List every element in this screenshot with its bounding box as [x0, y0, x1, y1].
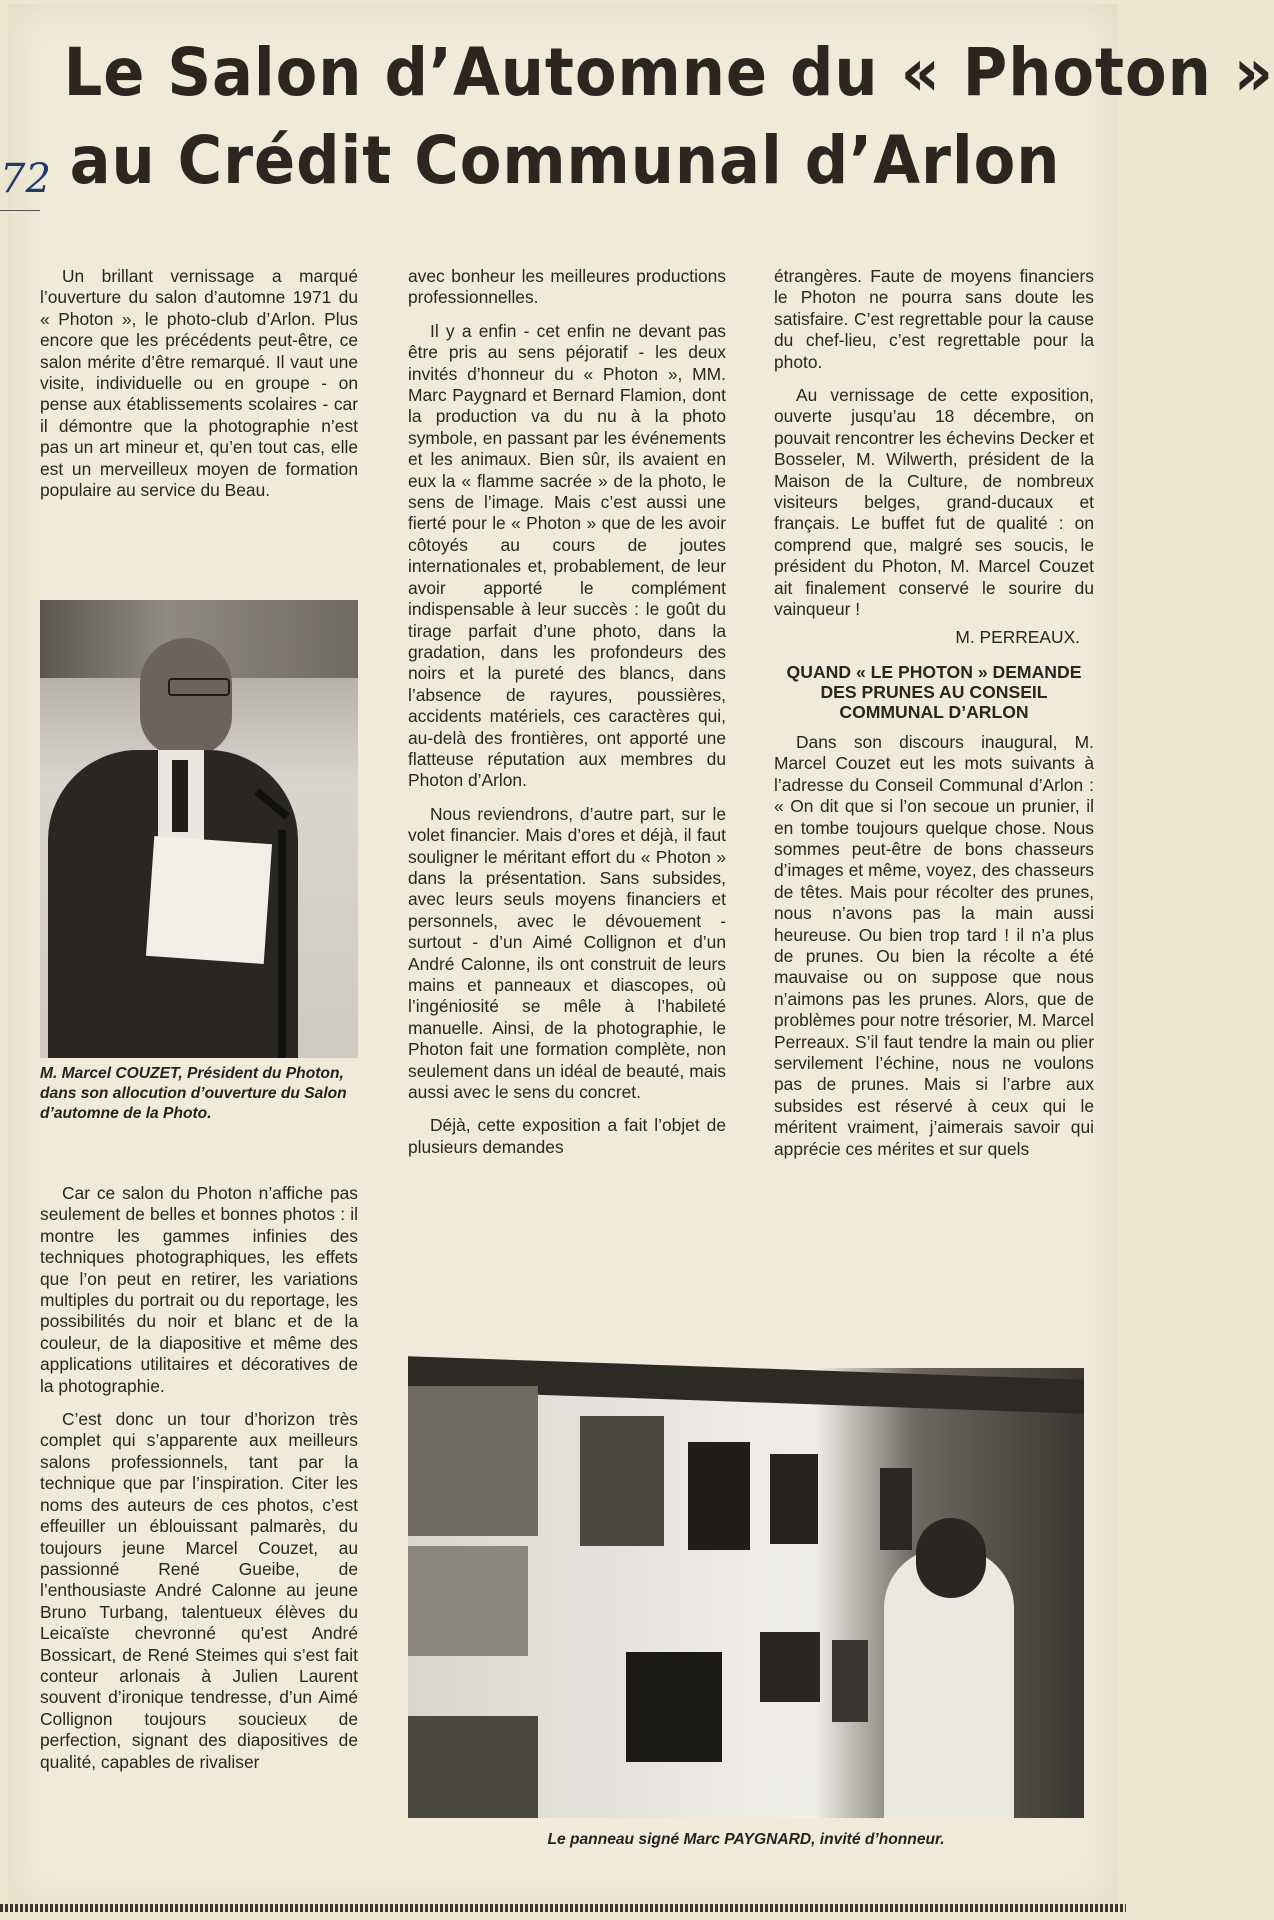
section-subheading: QUAND « LE PHOTON » DEMANDE DES PRUNES AU CONSEIL COMMUNAL D’ARLON	[786, 661, 1082, 722]
col3-paragraph-3: Dans son discours inaugural, M. Marcel Couzet eut les mots suivants à l’adresse du Conseil Communal d’Arlon : « On dit que si l’on secoue un prunier, il en tombe toujours quelque chose. Nous sommes peut-être de bons chasseurs d’images et même, voyez, des chasseurs de têtes. Mais pour récolter des prunes, nous n’avons pas la main aussi heureuse. Ou bien trop tard ! il n’a plus de prunes. Ou bien la récolte a été mauvaise ou on suppose que nous n’aimons pas les prunes. Alors, que de problèmes pour notre trésorier, M. Marcel Perreaux. S’il faut tendre la main ou plier servilement l’échine, nous ne voulons pas de prunes. Mais si l’arbre aux subsides est réservé à ceux qui le méritent vraiment, j’aimerais savoir qui apprécie ces mérites et sur quels	[774, 731, 1094, 1159]
col1-paragraph-1: Un brillant vernissage a marqué l’ouverture du salon d’automne 1971 du « Photon », le photo-club d’Arlon. Plus encore que les précédents peut-être, ce salon mérite d’être remarqué. Il vaut une visite, individuelle ou en groupe - on pense aux établissements scolaires - car il démontre que la photographie n’est pas un art mineur et, qu’en tout cas, elle est un merveilleux moyen de formation populaire au service du Beau.	[40, 266, 358, 501]
perforated-bottom-edge	[0, 1904, 1126, 1912]
photo-president-speaking	[40, 600, 358, 1058]
headline-line-1: Le Salon d’Automne du « Photon »	[63, 34, 1274, 111]
col1-paragraph-2: Car ce salon du Photon n’affiche pas seulement de belles et bonnes photos : il montre les gammes infinies des techniques photographiques, les effets que l’on peut en retirer, les variations multiples du portrait ou du reportage, les possibilités du noir et blanc et de la couleur, de la diapositive et même des applications utilitaires et décoratives de la photographie.	[40, 1183, 358, 1396]
photo-2-caption: Le panneau signé Marc PAYGNARD, invité d’honneur.	[547, 1831, 945, 1848]
col1-paragraph-3: C’est donc un tour d’horizon très complet qui s’apparente aux meilleurs salons professionnels, tant par la technique que par l’inspiration. Citer les noms des auteurs de ces photos, c’est effeuiller un éblouissant palmarès, du toujours jeune Marcel Couzet, au passionné René Gueibe, de l’enthousiaste André Calonne au jeune Bruno Turbang, talentueux élèves du Leicaïste chevronné qu’est André Bossicart, de René Steimes qui s’est fait conteur arlonais à Julien Laurent souvent d’ironique tendresse, d’un Aimé Collignon toujours soucieux de perfection, signant des diapositives de qualité, capables de rivaliser	[40, 1409, 358, 1772]
handwritten-margin-note: 72	[0, 156, 51, 202]
headline-line-2: au Crédit Communal d’Arlon	[69, 122, 1061, 199]
column-1-bottom	[40, 1183, 358, 1785]
column-3	[774, 266, 1094, 1172]
author-signature: M. PERREAUX.	[955, 626, 1080, 647]
photo-1-caption: M. Marcel COUZET, Président du Photon, dans son allocution d’ouverture du Salon d’automne de la Photo.	[40, 1065, 347, 1122]
margin-pencil-line	[0, 210, 40, 211]
col3-paragraph-2: Au vernissage de cette exposition, ouverte jusqu’au 18 décembre, on pouvait rencontrer les échevins Decker et Bosseler, M. Wilwerth, président de la Maison de la Culture, de nombreux visiteurs belges, grand-ducaux et français. Le buffet fut de qualité : on comprend que, malgré ses soucis, le président du Photon, M. Marcel Couzet ait finalement conservé le sourire du vainqueur !	[774, 385, 1094, 620]
column-2	[408, 266, 726, 1170]
col2-paragraph-2: Il y a enfin - cet enfin ne devant pas être pris au sens péjoratif - les deux invités d’honneur du « Photon », MM. Marc Paygnard et Bernard Flamion, dont la production va du nu à la photo symbole, en passant par les événements et les animaux. Bien sûr, ils avaient en eux la « flamme sacrée » de la photo, le sens de l’image. Mais c’est aussi une fierté pour le « Photon » que de les avoir côtoyés au cours de joutes internationales et, probablement, de leur avoir apporté le complément indispensable à leur succès : le goût du tirage parfait d’une photo, dans la gradation, dans les profondeurs des noirs et la pureté des blancs, dans l’absence de rayures, poussières, accidents matériels, ces caractères qui, au-delà des frontières, ont apporté une flatteuse réputation aux membres du Photon d’Arlon.	[408, 320, 726, 791]
photo-exhibition-panel	[408, 1368, 1084, 1818]
col2-paragraph-1: avec bonheur les meilleures productions professionnelles.	[408, 266, 726, 308]
column-1-top	[40, 266, 358, 513]
col2-paragraph-3: Nous reviendrons, d’autre part, sur le volet financier. Mais d’ores et déjà, il faut souligner le méritant effort du « Photon » dans la présentation. Sans subsides, avec leurs seuls moyens financiers et personnels, avec le dévouement - surtout - d’un Aimé Collignon et d’un André Calonne, ils ont construit de leurs mains et panneaux et diascopes, où l’ingéniosité se mêle à l’habileté manuelle. Ainsi, de la photographie, le Photon fait une formation complète, non seulement dans un idéal de beauté, mais aussi avec le sens du concret.	[408, 803, 726, 1103]
col2-paragraph-4: Déjà, cette exposition a fait l’objet de plusieurs demandes	[408, 1115, 726, 1157]
col3-paragraph-1: étrangères. Faute de moyens financiers le Photon ne pourra sans doute les satisfaire. C’est regrettable pour la cause du chef-lieu, c’est regrettable pour la photo.	[774, 266, 1094, 372]
